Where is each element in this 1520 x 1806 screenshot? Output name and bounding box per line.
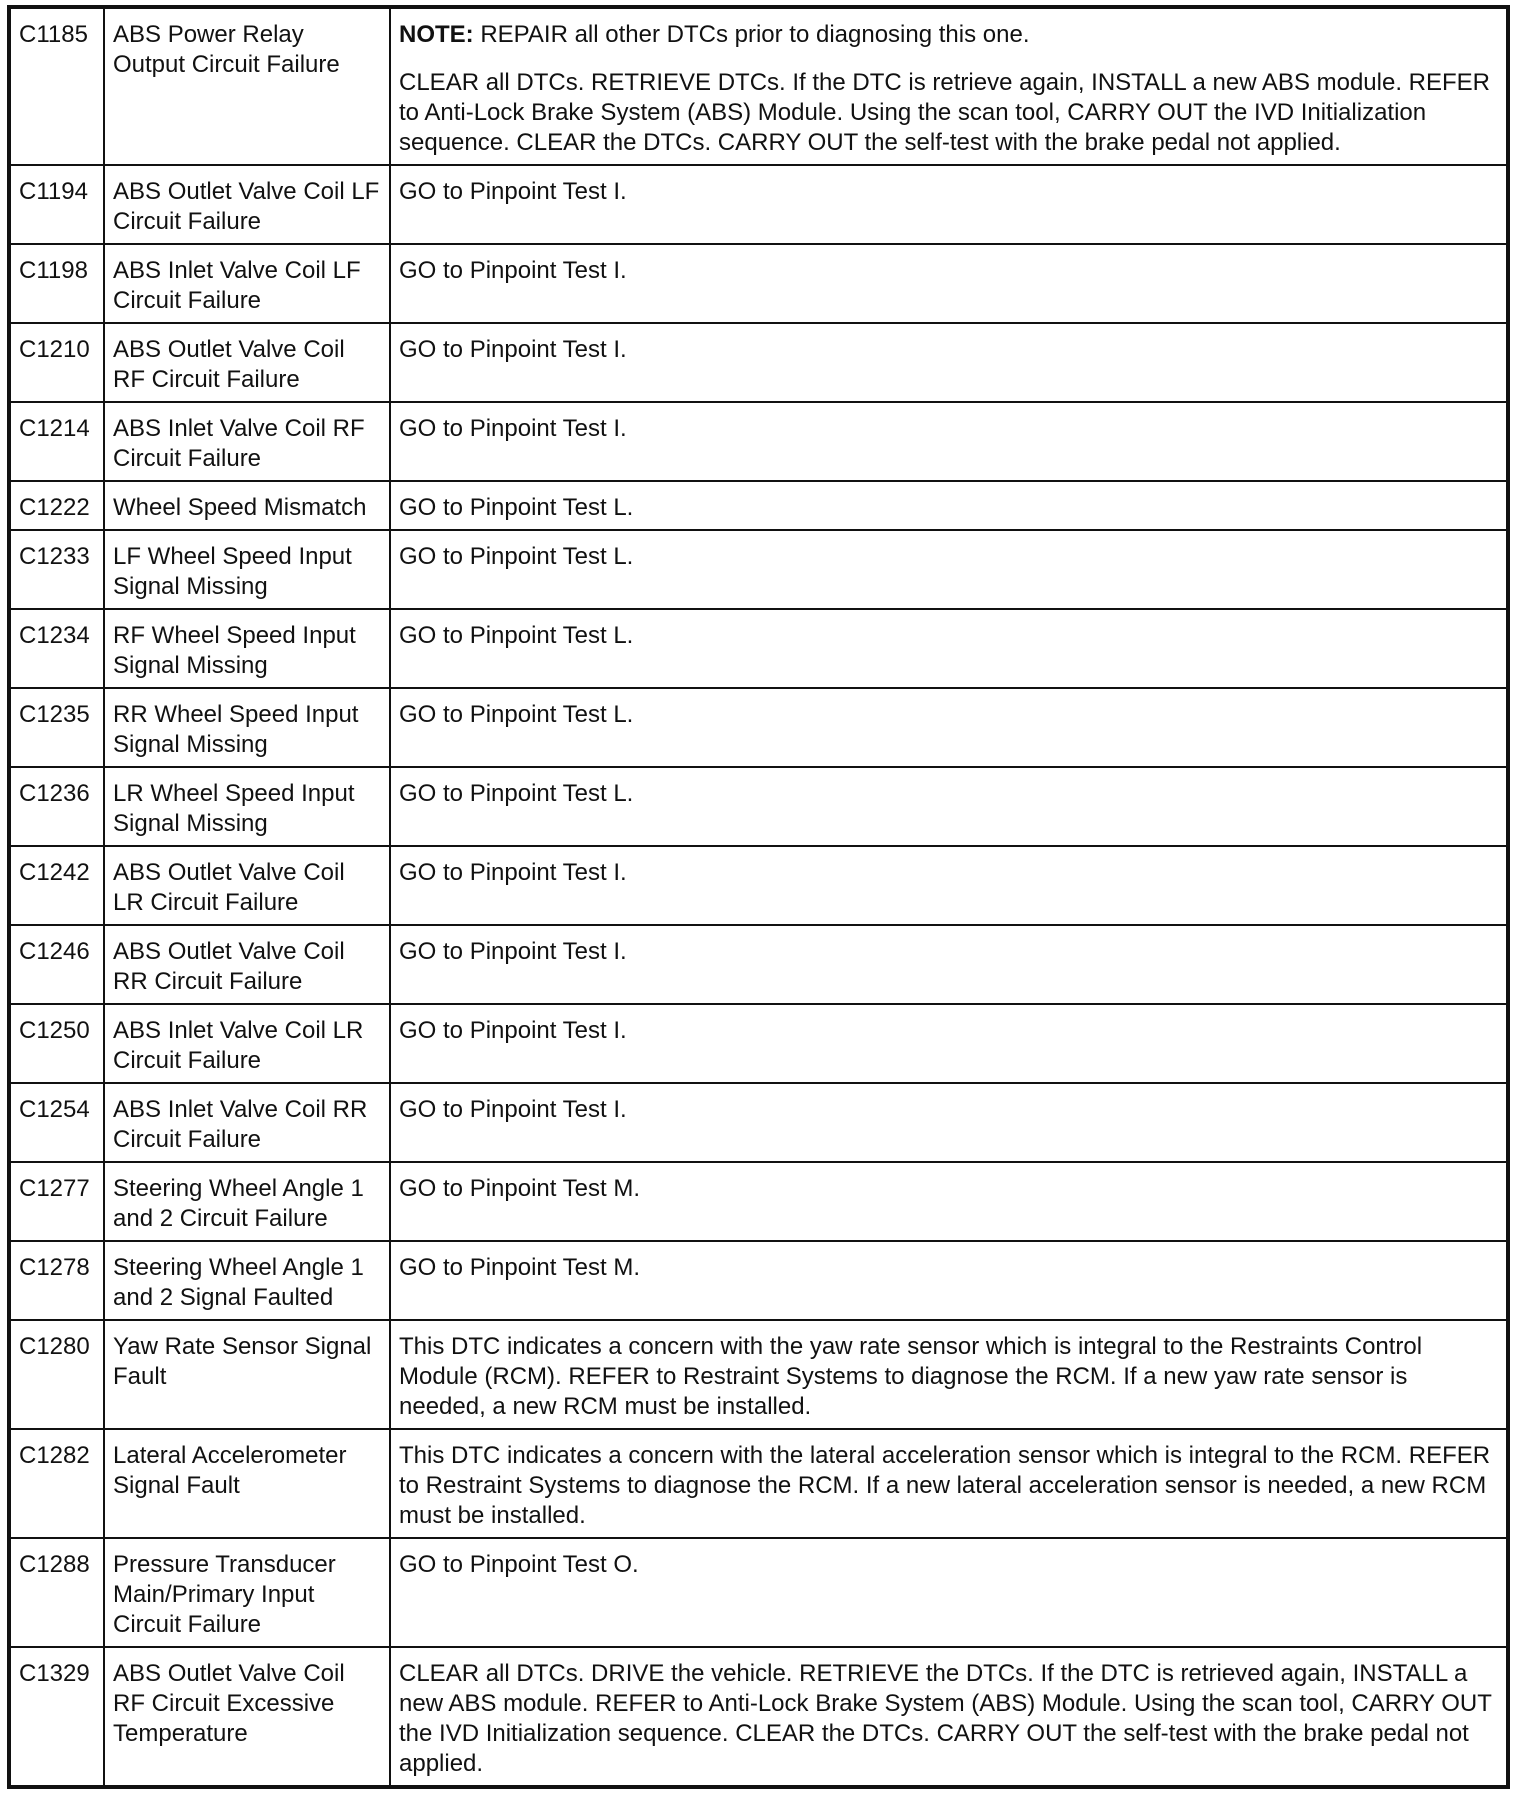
dtc-action: GO to Pinpoint Test I. — [390, 165, 1508, 244]
dtc-action: GO to Pinpoint Test I. — [390, 846, 1508, 925]
table-row — [9, 1162, 1508, 1241]
dtc-description: ABS Inlet Valve Coil LR Circuit Failure — [104, 1004, 390, 1083]
dtc-action: GO to Pinpoint Test L. — [390, 530, 1508, 609]
dtc-description: ABS Inlet Valve Coil RF Circuit Failure — [104, 402, 390, 481]
dtc-description: LF Wheel Speed Input Signal Missing — [104, 530, 390, 609]
dtc-action: GO to Pinpoint Test L. — [390, 609, 1508, 688]
table-row — [9, 767, 1508, 846]
dtc-code: C1282 — [9, 1429, 104, 1538]
dtc-code: C1198 — [9, 244, 104, 323]
table-row — [9, 1241, 1508, 1320]
dtc-description: Wheel Speed Mismatch — [104, 481, 390, 530]
dtc-code: C1278 — [9, 1241, 104, 1320]
dtc-description: ABS Outlet Valve Coil RF Circuit Excessive Temperature — [104, 1647, 390, 1787]
dtc-action — [390, 7, 1508, 165]
dtc-table — [7, 5, 1510, 1789]
table-row — [9, 323, 1508, 402]
dtc-action: GO to Pinpoint Test L. — [390, 767, 1508, 846]
dtc-action: GO to Pinpoint Test O. — [390, 1538, 1508, 1647]
table-row — [9, 1647, 1508, 1787]
dtc-action: GO to Pinpoint Test M. — [390, 1241, 1508, 1320]
dtc-action: GO to Pinpoint Test I. — [390, 925, 1508, 1004]
dtc-code: C1277 — [9, 1162, 104, 1241]
table-row — [9, 7, 1508, 165]
note-text: REPAIR all other DTCs prior to diagnosing this one. — [473, 21, 1030, 48]
action-text: CLEAR all DTCs. RETRIEVE DTCs. If the DTC is retrieve again, INSTALL a new ABS module. REFER to Anti-Lock Brake System (ABS) Module. Using the scan tool, CARRY OUT the IVD Initialization sequence. CLEAR the DTCs. CARRY OUT the self-test with the brake pedal not applied. — [399, 69, 1491, 156]
table-row — [9, 688, 1508, 767]
dtc-code: C1236 — [9, 767, 104, 846]
dtc-action: CLEAR all DTCs. DRIVE the vehicle. RETRIEVE the DTCs. If the DTC is retrieved again, INSTALL a new ABS module. REFER to Anti-Lock Brake System (ABS) Module. Using the scan tool, CARRY OUT the IVD Initialization sequence. CLEAR the DTCs. CARRY OUT the self-test with the brake pedal not applied. — [390, 1647, 1508, 1787]
dtc-description: Yaw Rate Sensor Signal Fault — [104, 1320, 390, 1429]
table-row — [9, 165, 1508, 244]
dtc-action: GO to Pinpoint Test I. — [390, 1083, 1508, 1162]
dtc-action: This DTC indicates a concern with the yaw rate sensor which is integral to the Restraints Control Module (RCM). REFER to Restraint Systems to diagnose the RCM. If a new yaw rate sensor is needed, a new RCM must be installed. — [390, 1320, 1508, 1429]
dtc-description: RR Wheel Speed Input Signal Missing — [104, 688, 390, 767]
dtc-code: C1235 — [9, 688, 104, 767]
dtc-description: ABS Inlet Valve Coil RR Circuit Failure — [104, 1083, 390, 1162]
table-row — [9, 402, 1508, 481]
dtc-code: C1194 — [9, 165, 104, 244]
table-row — [9, 1538, 1508, 1647]
dtc-description: ABS Outlet Valve Coil LR Circuit Failure — [104, 846, 390, 925]
dtc-action: GO to Pinpoint Test I. — [390, 1004, 1508, 1083]
dtc-code: C1242 — [9, 846, 104, 925]
table-row — [9, 244, 1508, 323]
dtc-code: C1185 — [9, 7, 104, 165]
dtc-description: ABS Inlet Valve Coil LF Circuit Failure — [104, 244, 390, 323]
dtc-description: Lateral Accelerometer Signal Fault — [104, 1429, 390, 1538]
dtc-description: Steering Wheel Angle 1 and 2 Signal Faulted — [104, 1241, 390, 1320]
note — [399, 20, 1498, 50]
dtc-code: C1254 — [9, 1083, 104, 1162]
dtc-action: This DTC indicates a concern with the lateral acceleration sensor which is integral to the RCM. REFER to Restraint Systems to diagnose the RCM. If a new lateral acceleration sensor is needed, a new RCM must be installed. — [390, 1429, 1508, 1538]
table-row — [9, 1083, 1508, 1162]
dtc-description: LR Wheel Speed Input Signal Missing — [104, 767, 390, 846]
dtc-code: C1246 — [9, 925, 104, 1004]
dtc-code: C1222 — [9, 481, 104, 530]
table-row — [9, 1004, 1508, 1083]
dtc-code: C1329 — [9, 1647, 104, 1787]
note-label: NOTE: — [399, 21, 474, 48]
dtc-action: GO to Pinpoint Test I. — [390, 244, 1508, 323]
dtc-code: C1234 — [9, 609, 104, 688]
dtc-code: C1288 — [9, 1538, 104, 1647]
dtc-description: Pressure Transducer Main/Primary Input Circuit Failure — [104, 1538, 390, 1647]
dtc-description: RF Wheel Speed Input Signal Missing — [104, 609, 390, 688]
dtc-code: C1210 — [9, 323, 104, 402]
dtc-description: Steering Wheel Angle 1 and 2 Circuit Failure — [104, 1162, 390, 1241]
table-row — [9, 1429, 1508, 1538]
dtc-code: C1214 — [9, 402, 104, 481]
dtc-description: ABS Outlet Valve Coil RR Circuit Failure — [104, 925, 390, 1004]
dtc-code: C1250 — [9, 1004, 104, 1083]
table-row — [9, 925, 1508, 1004]
dtc-code: C1233 — [9, 530, 104, 609]
table-row — [9, 846, 1508, 925]
table-row — [9, 609, 1508, 688]
dtc-description: ABS Outlet Valve Coil LF Circuit Failure — [104, 165, 390, 244]
dtc-description: ABS Power Relay Output Circuit Failure — [104, 7, 390, 165]
dtc-description: ABS Outlet Valve Coil RF Circuit Failure — [104, 323, 390, 402]
dtc-action: GO to Pinpoint Test M. — [390, 1162, 1508, 1241]
dtc-action: GO to Pinpoint Test L. — [390, 481, 1508, 530]
table-row — [9, 1320, 1508, 1429]
dtc-code: C1280 — [9, 1320, 104, 1429]
dtc-action: GO to Pinpoint Test I. — [390, 323, 1508, 402]
table-row — [9, 481, 1508, 530]
table-row — [9, 530, 1508, 609]
dtc-action: GO to Pinpoint Test I. — [390, 402, 1508, 481]
dtc-action: GO to Pinpoint Test L. — [390, 688, 1508, 767]
